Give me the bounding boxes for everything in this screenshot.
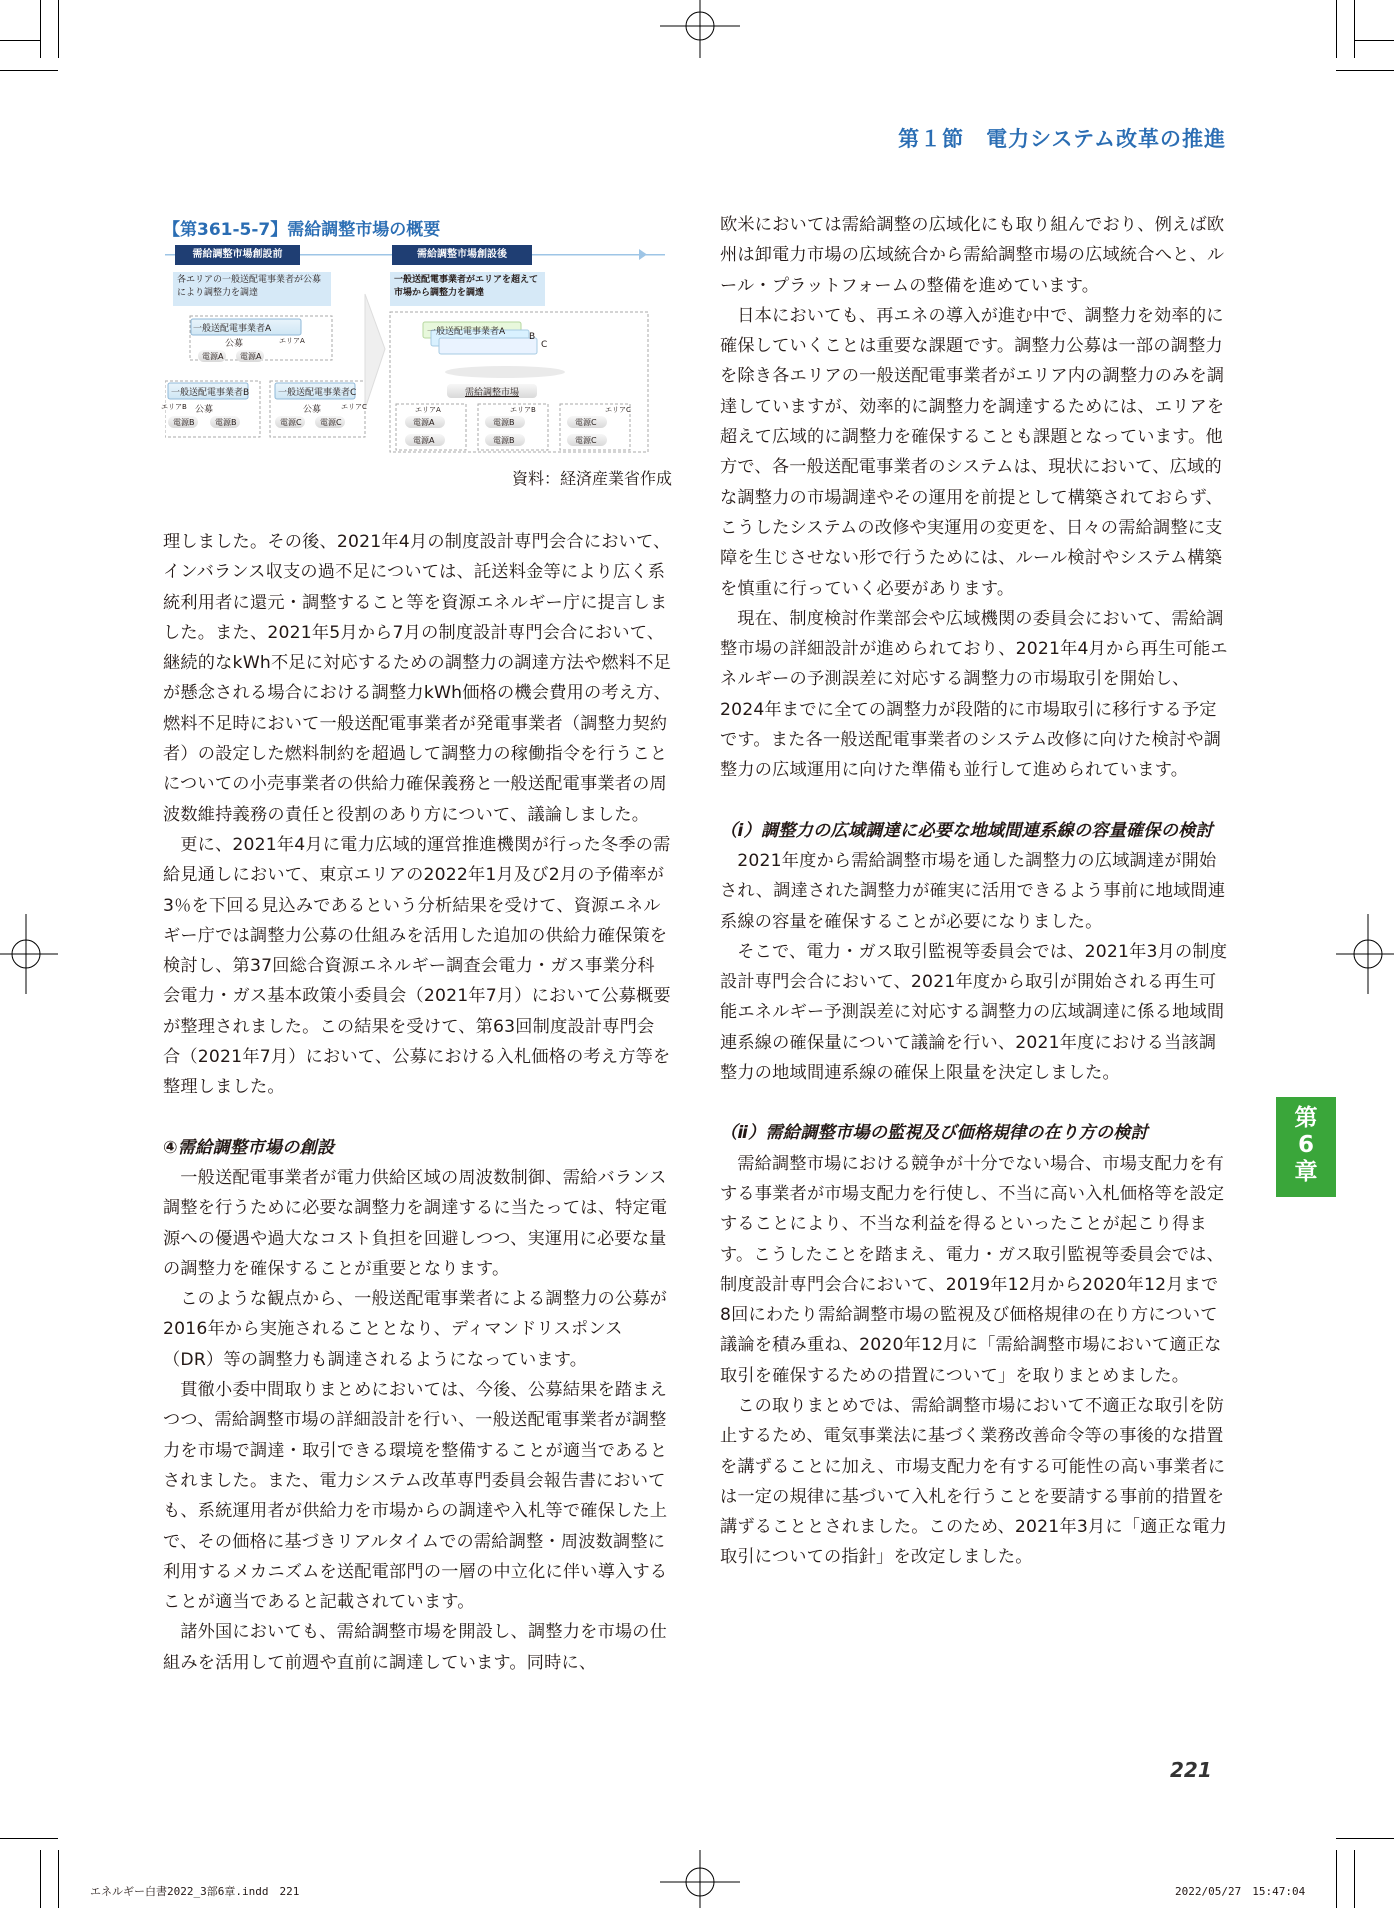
figure-left-koubo-c: 公募 [303,405,322,415]
paragraph: そこで、電力・ガス取引監視等委員会では、2021年3月の制度設計専門会合において、2021年度から取引が開始される再生可能エネルギー予測誤差に対応する調整力の広域調達に係る地域間連系線の確保量について議論を行い、2021年度における当該調整力の地域間連系線の確保上限量を決定しました。 [720,941,1228,1084]
footer-file: エネルギー白書2022_3部6章.indd 221 [90,1885,300,1898]
figure-right-src-a2: 電源A [413,436,435,445]
paragraph: 更に、2021年4月に電力広域的運営推進機関が行った冬季の需給見通しにおいて、東京エリアの2022年1月及び2月の予備率が3％を下回る見込みであるという分析結果を受けて、資源エネルギー庁では調整力公募の仕組みを活用した追加の供給力確保策を検討し、第37回総合資源エネルギー調査会電力・ガス事業分科会電力・ガス基本政策小委員会（2021年7月）において公募概要が整理されました。この結果を受けて、第63回制度設計専門会合（2021年7月）において、公募における入札価格の考え方等を整理しました。 [163,834,671,1098]
subsection-heading: （ⅰ）調整力の広域調達に必要な地域間連系線の容量確保の検討 [720,820,1213,841]
subsection-heading: （ⅱ）需給調整市場の監視及び価格規律の在り方の検討 [720,1123,1148,1144]
figure-left-src-c2: 電源C [320,418,342,427]
figure-left-operator-a: 一般送配電事業者A [193,324,272,334]
section-header: 第１節 電力システム改革の推進 [898,127,1226,151]
figure-left-title: 需給調整市場創設前 [175,245,300,265]
figure-left-operator-c: 一般送配電事業者C [278,388,357,398]
figure-left-src-a1: 電源A [202,352,224,361]
figure-left-src-c1: 電源C [280,418,302,427]
paragraph: 諸外国においても、需給調整市場を開設し、調整力を市場の仕組みを活用して前週や直前に調達しています。同時に、 [163,1622,668,1673]
chapter-tab-line3: 章 [1294,1159,1318,1185]
figure-left-area-b: エリアB [161,403,187,411]
figure-source: 資料：経済産業省作成 [511,469,672,488]
figure-right-src-b1: 電源B [493,418,515,427]
figure-left-operator-b: 一般送配電事業者B [171,388,250,398]
footer-timestamp: 2022/05/27 15:47:04 [1175,1885,1306,1898]
figure-right-src-b2: 電源B [493,436,515,445]
crop-mark [1336,0,1337,58]
paragraph: 理しました。その後、2021年4月の制度設計専門会合において、インバランス収支の過不足については、託送料金等により広く系統利用者に還元・調整すること等を資源エネルギー庁に提言しました。また、2021年5月から7月の制度設計専門会合において、継続的なkWh不足に対応するための調整力の調達方法や燃料不足が懸念される場合における調整力kWh価格の機会費用の考え方、燃料不足時において一般送配電事業者が発電事業者（調整力契約者）の設定した燃料制約を超過して調整力の稼働指令を行うことについての小売事業者の供給力確保義務と一般送配電事業者の周波数維持義務の責任と役割のあり方について、議論しました。 [163,532,671,825]
figure-left-src-a2: 電源A [240,352,262,361]
crop-mark [40,1850,41,1908]
paragraph: 日本においても、再エネの導入が進む中で、調整力を効率的に確保していくことは重要な課題です。調整力公募は一部の調整力を除き各エリアの一般送配電事業者がエリア内の調整力のみを調達していますが、効率的に調整力を調達するためには、エリアを超えて広域的に調整力を確保することも課題となっています。他方で、各一般送配電事業者のシステムは、現状において、広域的な調整力の市場調達やその運用を前提として構築されておらず、こうしたシステムの改修や実運用の変更を、日々の需給調整に支障を生じさせない形で行うためには、ルール検討やシステム構築を慎重に行っていく必要があります。 [720,305,1225,599]
crop-mark [1336,1850,1337,1908]
crop-mark [1354,0,1355,58]
figure-right-src-c2: 電源C [575,436,597,445]
paragraph: 需給調整市場における競争が十分でない場合、市場支配力を有する事業者が市場支配力を行使し、不当に高い入札価格等を設定することにより、不当な利益を得るといったことが起こり得ます。こうしたことを踏まえ、電力・ガス取引監視等委員会では、制度設計専門会合において、2019年12月から2020年12月まで8回にわたり需給調整市場の監視及び価格規律の在り方について議論を積み重ね、2020年12月に「需給調整市場において適正な取引を確保するための措置について」を取りまとめました。 [720,1153,1225,1386]
crop-mark [1336,70,1394,71]
registration-mark-bottom [660,1850,740,1908]
crop-mark [0,70,58,71]
registration-mark-right [1336,914,1394,994]
figure-left-koubo-a: 公募 [225,339,244,349]
chapter-tab [1276,1097,1336,1197]
figure-right-b: B [529,332,536,342]
figure-right-area-a: エリアA [415,406,441,414]
left-column [163,527,671,1678]
figure-right-note: 一般送配電事業者がエリアを超えて市場から調整力を調達 [394,275,539,298]
registration-mark-top [660,0,740,58]
figure-right-title: 需給調整市場創設後 [392,245,532,265]
paragraph: 欧米においては需給調整の広域化にも取り組んでおり、例えば欧州は卸電力市場の広域統合から需給調整市場の広域統合へと、ルール・プラットフォームの整備を進めています。 [720,215,1225,296]
figure-right-area-c: エリアC [605,406,631,414]
crop-mark [1336,1838,1394,1839]
paragraph: 現在、制度検討作業部会や広域機関の委員会において、需給調整市場の詳細設計が進められており、2021年4月から再生可能エネルギーの予測誤差に対応する調整力の市場取引を開始し、2024年までに全ての調整力が段階的に市場取引に移行する予定です。また各一般送配電事業者のシステム改修に向けた検討や調整力の広域運用に向けた準備も並行して進められています。 [720,608,1228,781]
right-column [720,210,1228,1573]
paragraph: 2021年度から需給調整市場を通した調整力の広域調達が開始され、調達された調整力が確実に活用できるよう事前に地域間連系線の容量を確保することが必要になりました。 [720,850,1226,932]
chapter-tab-line1: 第 [1294,1105,1318,1131]
figure-right-market: 需給調整市場 [465,388,520,398]
figure-right-c: C [541,340,548,350]
crop-mark [58,1850,59,1908]
figure-left-koubo-b: 公募 [195,405,214,415]
figure-left-area-c: エリアC [341,403,367,411]
figure-right-src-a1: 電源A [413,418,435,427]
registration-mark-left [0,914,58,994]
chapter-tab-line2: 6 [1297,1132,1314,1158]
crop-mark [1354,1850,1355,1908]
paragraph: 一般送配電事業者が電力供給区域の周波数制御、需給バランス調整を行うために必要な調整力を調達するに当たっては、特定電源への優遇や過大なコスト負担を回避しつつ、実運用に必要な量の調整力を確保することが重要となります。 [163,1167,668,1279]
crop-mark [1354,40,1394,41]
figure-diagram [161,244,665,456]
figure-left-src-b1: 電源B [173,418,195,427]
figure-right-area-b: エリアB [510,406,536,414]
paragraph: 貫徹小委中間取りまとめにおいては、今後、公募結果を踏まえつつ、需給調整市場の詳細設計を行い、一般送配電事業者が調整力を市場で調達・取引できる環境を整備することが適当であるとされました。また、電力システム改革専門委員会報告書においても、系統運用者が供給力を市場からの調達や入札等で確保した上で、その価格に基づきリアルタイムでの需給調整・周波数調整に利用するメカニズムを送配電部門の一層の中立化に伴い導入することが適当であると記載されています。 [163,1380,668,1613]
subsection-heading: ④需給調整市場の創設 [163,1137,335,1158]
figure-right-operator-a: 一般送配電事業者A [427,327,506,337]
crop-mark [0,1838,58,1839]
crop-mark [40,0,41,58]
figure-left-area-a: エリアA [279,337,305,345]
figure-left-src-b2: 電源B [215,418,237,427]
paragraph: このような観点から、一般送配電事業者による調整力の公募が2016年から実施されることとなり、ディマンドリスポンス（DR）等の調整力も調達されるようになっています。 [163,1289,668,1370]
figure-title: 【第361-5-7】需給調整市場の概要 [163,220,441,240]
page-number: 221 [1170,1758,1212,1782]
figure-right-src-c1: 電源C [575,418,597,427]
crop-mark [58,0,59,58]
paragraph: この取りまとめでは、需給調整市場において不適正な取引を防止するため、電気事業法に基づく業務改善命令等の事後的な措置を講ずることに加え、市場支配力を有する可能性の高い事業者には一定の規律に基づいて入札を行うことを要請する事前的措置を講ずることとされました。このため、2021年3月に「適正な電力取引についての指針」を改定しました。 [720,1395,1228,1568]
crop-mark [0,40,40,41]
figure-left-note: 各エリアの一般送配電事業者が公募により調整力を調達 [177,275,322,298]
